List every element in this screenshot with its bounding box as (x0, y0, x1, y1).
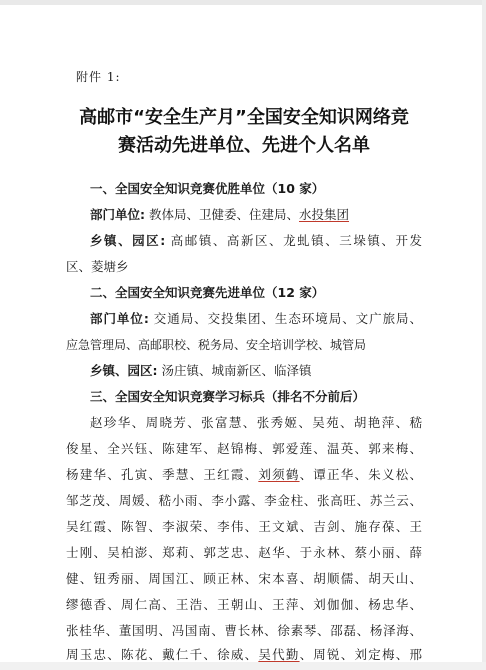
name-list-line-3-underlined: 刘须鹤 (258, 467, 300, 482)
name-list-line-2: 俊星、全兴钰、陈建军、赵锦梅、郭爱莲、温英、郭来梅、 (66, 441, 422, 456)
page-right-edge (482, 0, 486, 670)
section-2-dept-label: 部门单位: (90, 311, 149, 326)
section-3-heading (66, 388, 446, 406)
name-list-line-3 (66, 466, 422, 484)
section-1-heading (66, 180, 446, 198)
name-list-line-1: 赵珍华、周晓芳、张富慧、张秀姬、吴苑、胡艳萍、嵇 (90, 415, 422, 430)
section-2-town-label: 乡镇、园区: (90, 363, 158, 378)
name-list-line-9: 张桂华、董国明、冯国南、曹长林、徐素琴、邵磊、杨泽海、 (66, 623, 422, 638)
name-list-line-7: 健、钮秀丽、周国江、顾正林、宋本喜、胡顺儒、胡天山、 (66, 571, 422, 586)
section-1-dept-underlined: 水投集团 (299, 207, 350, 222)
section-1-town-label: 乡镇、园区: (90, 233, 166, 248)
section-2-dept-line-2: 应急管理局、高邮职校、税务局、安全培训学校、城管局 (66, 338, 367, 352)
document-title-line-2: 赛活动先进单位、先进个人名单 (118, 135, 370, 156)
section-2-dept-row (90, 310, 422, 328)
name-list-line-3-a: 杨建华、孔寅、季慧、王红霞、 (66, 467, 259, 482)
section-1-heading-text: 一、全国安全知识竞赛优胜单位（10 家） (90, 181, 325, 196)
page-top-edge (0, 0, 486, 5)
section-2-heading-text: 二、全国安全知识竞赛先进单位（12 家） (90, 285, 325, 300)
section-1-dept-items: 教体局、卫健委、住建局、 (148, 207, 299, 222)
section-1-town-line-2: 区、菱塘乡 (66, 259, 129, 274)
section-3-heading-text: 三、全国安全知识竞赛学习标兵（排名不分前后） (90, 389, 366, 404)
name-list-line-10 (66, 646, 422, 664)
attachment-label: 附件 1: (76, 70, 121, 84)
section-1-dept-label: 部门单位: (90, 207, 145, 222)
name-list-line-4: 邹芝茂、周媛、嵇小雨、李小露、李金柱、张高旺、苏兰云、 (66, 493, 422, 508)
name-list-line-10-underlined: 吴代勤 (258, 647, 300, 662)
name-list-line-10-b: 、周锐、刘定梅、邢 (299, 647, 422, 662)
name-list-line-5: 吴红霞、陈智、李淑荣、李伟、王文斌、吉剑、施存葆、王 (66, 519, 422, 534)
name-list-line-6: 士刚、吴柏澎、郑莉、郭芝忠、赵华、于永林、蔡小丽、薛 (66, 545, 422, 560)
section-1-dept-row (66, 206, 446, 224)
section-2-town-row (66, 362, 446, 380)
section-2-town-items: 汤庄镇、城南新区、临泽镇 (161, 363, 312, 378)
section-1-town-row (90, 232, 422, 250)
name-list-line-3-b: 、谭正华、朱义松、 (299, 467, 422, 482)
section-1-town-line-1: 高邮镇、高新区、龙虬镇、三垛镇、开发 (170, 233, 422, 248)
document-title-line-1: 高邮市“安全生产月”全国安全知识网络竞 (79, 107, 409, 128)
name-list-line-8: 缪德香、周仁高、王浩、王朝山、王萍、刘伽伽、杨忠华、 (66, 597, 422, 612)
section-2-dept-line-1: 交通局、交投集团、生态环境局、文广旅局、 (153, 311, 422, 326)
name-list-line-10-a: 周玉忠、陈花、戴仁千、徐威、 (66, 647, 259, 662)
section-2-heading (66, 284, 446, 302)
